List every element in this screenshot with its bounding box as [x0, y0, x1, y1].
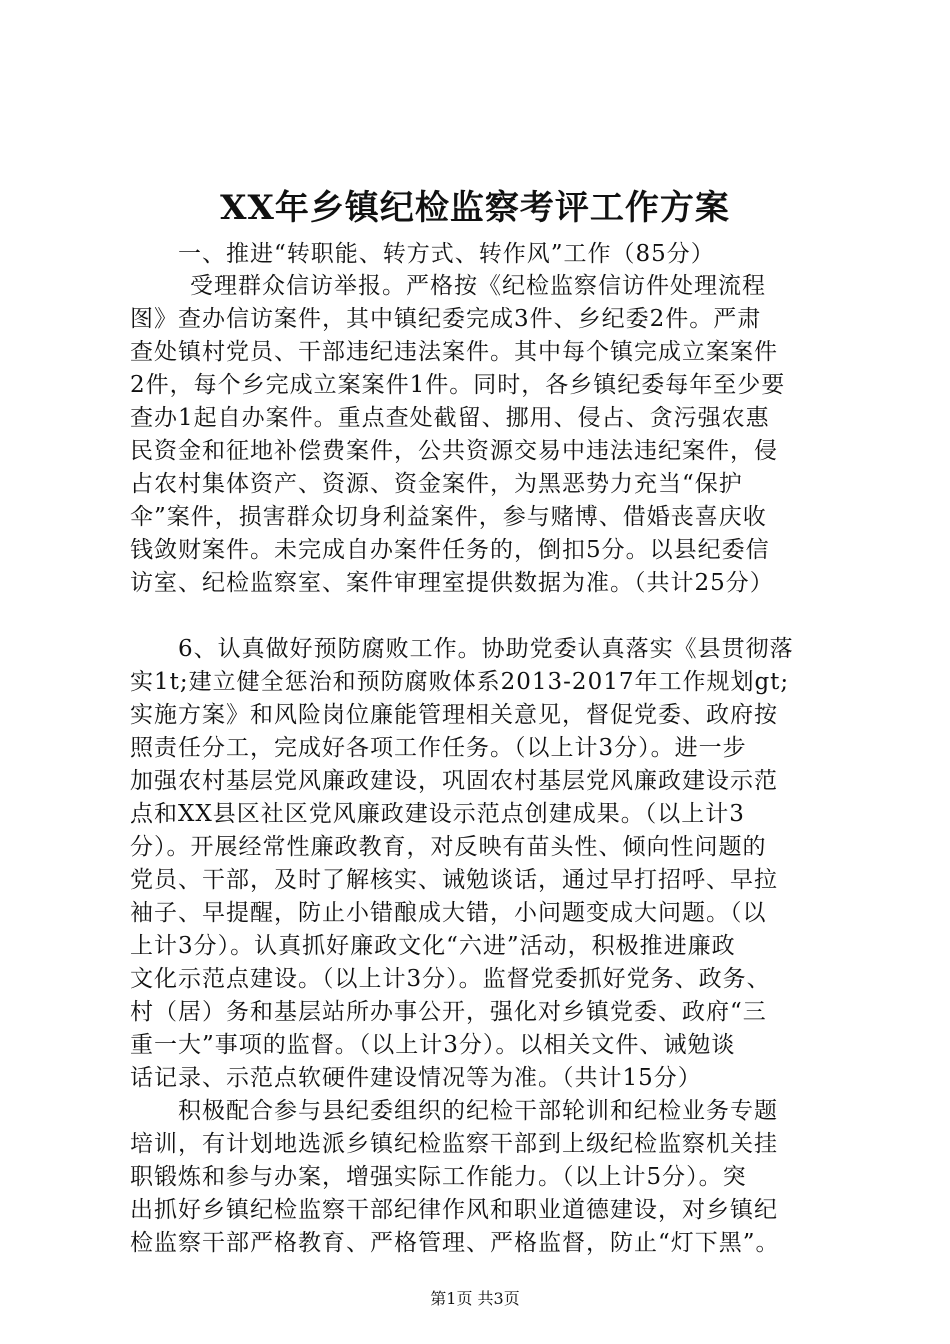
paragraph-line: 6、认真做好预防腐败工作。协助党委认真落实《县贯彻落: [178, 636, 794, 662]
paragraph-line: 党员、干部，及时了解核实、诫勉谈话，通过早打招呼、早拉: [130, 867, 778, 893]
paragraph-line: 出抓好乡镇纪检监察干部纪律作风和职业道德建设，对乡镇纪: [130, 1197, 778, 1223]
paragraph-line: 检监察干部严格教育、严格管理、严格监督，防止“灯下黑”。: [130, 1230, 780, 1256]
paragraph-line: 积极配合参与县纪委组织的纪检干部轮训和纪检业务专题: [178, 1098, 778, 1124]
section-heading: 一、推进“转职能、转方式、转作风”工作（85分）: [178, 241, 715, 267]
paragraph-line: 2件，每个乡完成立案案件1件。同时，各乡镇纪委每年至少要: [130, 372, 786, 398]
paragraph-line: 培训，有计划地选派乡镇纪检监察干部到上级纪检监察机关挂: [130, 1131, 778, 1157]
paragraph-line: 点和XX县区社区党风廉政建设示范点创建成果。（以上计3: [130, 801, 745, 827]
paragraph-line: 袖子、早提醒，防止小错酿成大错，小问题变成大问题。（以: [130, 900, 767, 926]
paragraph-line: 查办1起自办案件。重点查处截留、挪用、侵占、贪污强农惠: [130, 405, 770, 431]
paragraph-line: 民资金和征地补偿费案件，公共资源交易中违法违纪案件，侵: [130, 438, 778, 464]
paragraph-line: 职锻炼和参与办案，增强实际工作能力。（以上计5分）。突: [130, 1164, 747, 1190]
paragraph-line: 访室、纪检监察室、案件审理室提供数据为准。（共计25分）: [130, 570, 774, 596]
paragraph-line: 实1t;建立健全惩治和预防腐败体系2013-2017年工作规划gt;: [130, 669, 790, 695]
paragraph-line: 上计3分）。认真抓好廉政文化“六进”活动，积极推进廉政: [130, 933, 736, 959]
paragraph-line: 钱敛财案件。未完成自办案件任务的，倒扣5分。以县纪委信: [130, 537, 770, 563]
paragraph-line: 文化示范点建设。（以上计3分）。监督党委抓好党务、政务、: [130, 966, 771, 992]
paragraph-line: 图》查办信访案件，其中镇纪委完成3件、乡纪委2件。严肃: [130, 306, 762, 332]
paragraph-line: 查处镇村党员、干部违纪违法案件。其中每个镇完成立案案件: [130, 339, 778, 365]
paragraph-line: 分）。开展经常性廉政教育，对反映有苗头性、倾向性问题的: [130, 834, 767, 860]
paragraph-line: 实施方案》和风险岗位廉能管理相关意见，督促党委、政府按: [130, 702, 778, 728]
paragraph-line: 话记录、示范点软硬件建设情况等为准。（共计15分）: [130, 1065, 702, 1091]
paragraph-line: 加强农村基层党风廉政建设，巩固农村基层党风廉政建设示范: [130, 768, 778, 794]
paragraph-line: 照责任分工，完成好各项工作任务。（以上计3分）。进一步: [130, 735, 747, 761]
paragraph-line: 重一大”事项的监督。（以上计3分）。以相关文件、诫勉谈: [130, 1032, 736, 1058]
document-title: XX年乡镇纪检监察考评工作方案: [220, 188, 730, 228]
paragraph-line: 占农村集体资产、资源、资金案件，为黑恶势力充当“保护: [130, 471, 743, 497]
paragraph-line: 伞”案件，损害群众切身利益案件，参与赌博、借婚丧喜庆收: [130, 504, 767, 530]
paragraph-line: 受理群众信访举报。严格按《纪检监察信访件处理流程: [190, 273, 766, 299]
page-footer: 第1页 共3页: [430, 1289, 520, 1308]
paragraph-line: 村（居）务和基层站所办事公开，强化对乡镇党委、政府“三: [130, 999, 767, 1025]
